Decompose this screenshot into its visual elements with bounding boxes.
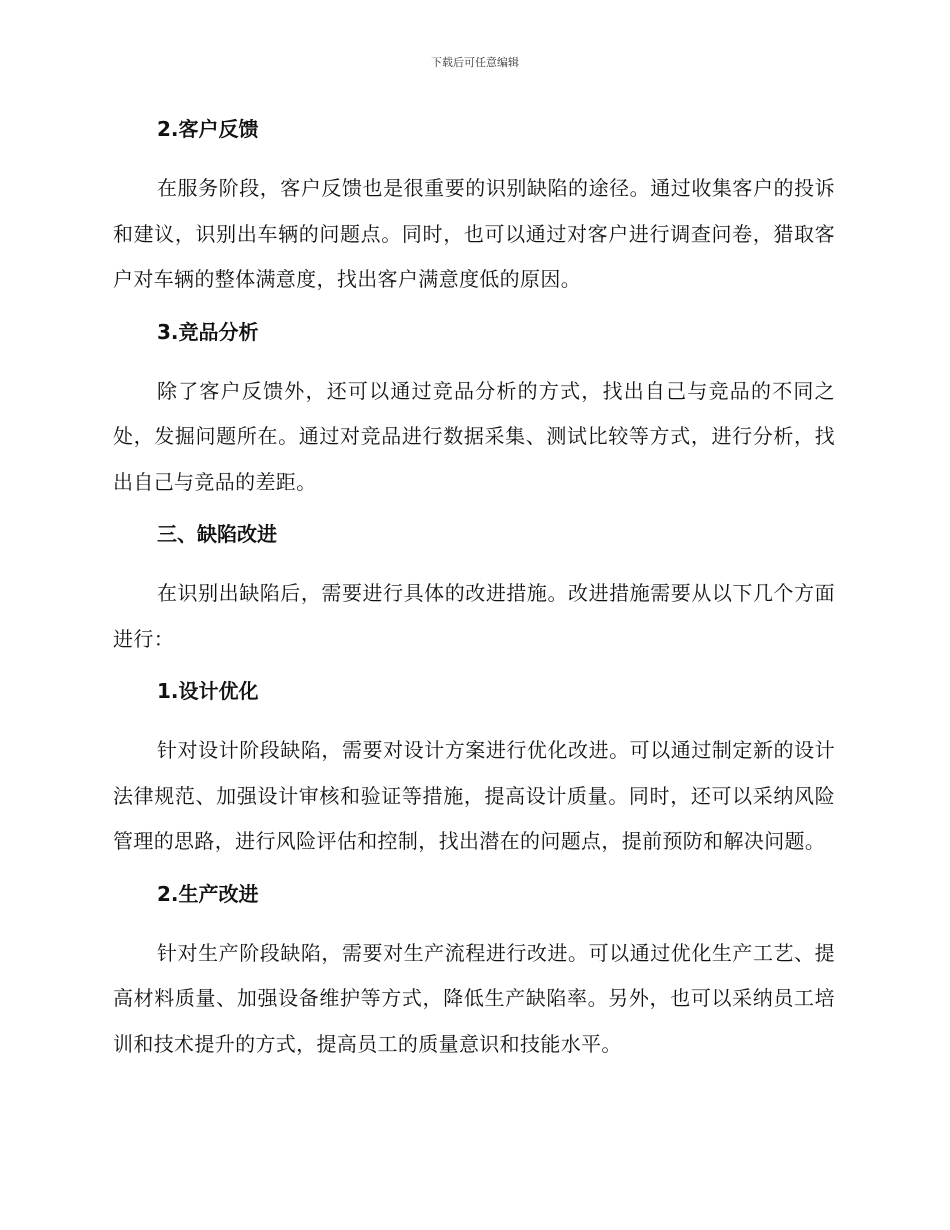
paragraph-production-improvement: 针对生产阶段缺陷，需要对生产流程进行改进。可以通过优化生产工艺、提高材料质量、加强设备维护等方式，降低生产缺陷率。另外，也可以采纳员工培训和技术提升的方式，提高员工的质量意识和技能水平。 [113,940,835,1056]
paragraph-customer-feedback: 在服务阶段，客户反馈也是很重要的识别缺陷的途径。通过收集客户的投诉和建议，识别出车辆的问题点。同时，也可以通过对客户进行调查问卷，猎取客户对车辆的整体满意度，找出客户满意度低的原因。 [113,176,835,291]
paragraph-competitor-analysis: 除了客户反馈外，还可以通过竞品分析的方式，找出自己与竞品的不同之处，发掘问题所在。通过对竞品进行数据采集、测试比较等方式，进行分析，找出自己与竞品的差距。 [113,378,835,494]
section-heading-customer-feedback: 2.客户反馈 [157,117,259,141]
paragraph-defect-improvement: 在识别出缺陷后，需要进行具体的改进措施。改进措施需要从以下几个方面进行： [113,581,835,651]
section-heading-competitor-analysis: 3.竞品分析 [157,319,259,344]
section-heading-defect-improvement: 三、缺陷改进 [157,522,277,546]
paragraph-design-optimization: 针对设计阶段缺陷，需要对设计方案进行优化改进。可以通过制定新的设计法律规范、加强设计审核和验证等措施，提高设计质量。同时，还可以采纳风险管理的思路，进行风险评估和控制，找出潜在的问题点，提前预防和解决问题。 [113,738,835,853]
document-body [113,110,835,1067]
section-heading-design-optimization: 1.设计优化 [157,679,259,703]
section-heading-production-improvement: 2.生产改进 [157,881,259,906]
page-header-note: 下载后可任意编辑 [431,56,519,69]
